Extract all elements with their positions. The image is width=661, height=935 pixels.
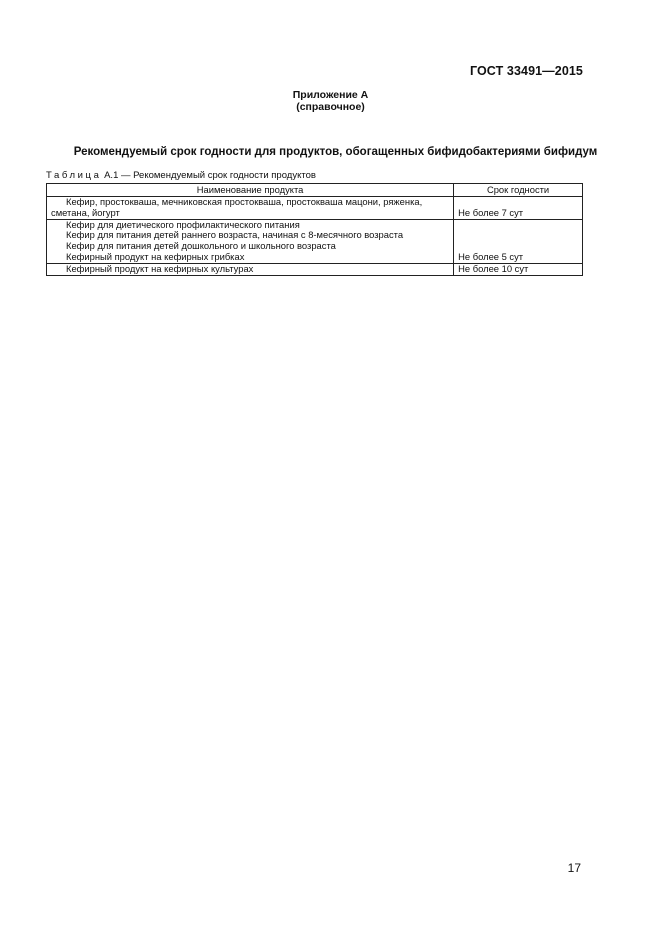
shelf-life-cell: Не более 7 сут	[454, 197, 583, 220]
table-row	[47, 219, 583, 263]
table-row	[47, 263, 583, 275]
product-name-cell	[47, 197, 454, 220]
table-header-row	[47, 184, 583, 197]
product-name-line: Кефирный продукт на кефирных культурах	[66, 262, 254, 274]
standard-code: ГОСТ 33491—2015	[469, 64, 583, 78]
product-name-line: Кефир, простокваша, мечниковская простокваша, простокваша мацони, ряженка,	[66, 196, 423, 207]
table-caption-number: А.1 —	[104, 170, 131, 181]
appendix-kind: (справочное)	[296, 101, 365, 113]
products-table	[46, 183, 583, 276]
page-number: 17	[567, 861, 581, 875]
product-name-cell	[47, 263, 454, 275]
product-name-cell	[47, 219, 454, 263]
product-name-line: сметана, йогурт	[51, 206, 120, 218]
column-header-product-name: Наименование продукта	[47, 184, 454, 197]
product-name-line: Кефир для питания детей раннего возраста, начиная с 8-месячного возраста	[66, 229, 404, 241]
table-caption-text: Рекомендуемый срок годности продуктов	[133, 170, 316, 181]
appendix-title: Приложение А	[292, 89, 369, 101]
product-name-line: Кефир для питания детей дошкольного и школьного возраста	[66, 240, 336, 252]
section-title: Рекомендуемый срок годности для продуктов, обогащенных бифидобактериями бифидум	[73, 146, 598, 158]
product-name-line: Кефир для диетического профилактического питания	[66, 218, 300, 230]
appendix-heading	[0, 89, 661, 113]
shelf-life-cell: Не более 5 сут	[454, 219, 583, 263]
table-caption-label: Таблица	[46, 170, 102, 181]
table-caption	[46, 170, 316, 181]
product-name-line: Кефирный продукт на кефирных грибках	[66, 250, 245, 262]
column-header-shelf-life: Срок годности	[454, 184, 583, 197]
table-row	[47, 197, 583, 220]
shelf-life-cell: Не более 10 сут	[454, 263, 583, 275]
